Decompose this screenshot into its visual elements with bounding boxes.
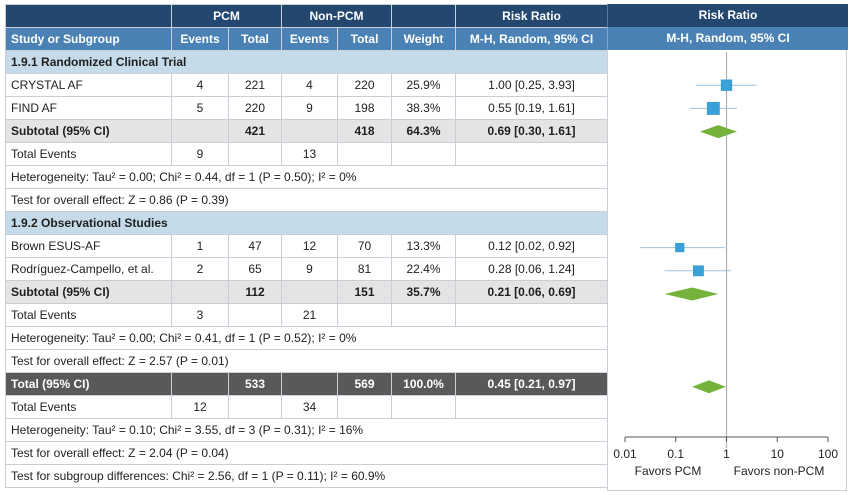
events-pcm: 5 [172, 97, 229, 120]
events-nonpcm: 9 [282, 258, 338, 281]
events-pcm: 4 [172, 74, 229, 97]
subtotal-label: Subtotal (95% CI) [6, 120, 172, 143]
events-pcm: 1 [172, 235, 229, 258]
col-total-nonpcm: Total [338, 28, 392, 51]
col-weight: Weight [392, 28, 456, 51]
heterogeneity-text: Heterogeneity: Tau² = 0.00; Chi² = 0.44, df = 1 (P = 0.50); I² = 0% [6, 166, 608, 189]
total-events-label: Total Events [6, 143, 172, 166]
total-nonpcm: 198 [338, 97, 392, 120]
weight: 22.4% [392, 258, 456, 281]
total-label: Total (95% CI) [6, 373, 172, 396]
total-pcm: 221 [229, 74, 282, 97]
total-events-nonpcm: 21 [282, 304, 338, 327]
x-tick-label: 0.1 [667, 447, 685, 461]
total-events-pcm: 3 [172, 304, 229, 327]
favors-left-label: Favors PCM [634, 464, 702, 478]
subtotal-total-pcm: 421 [229, 120, 282, 143]
subtotal-total-nonpcm: 151 [338, 281, 392, 304]
study-name: Rodríguez-Campello, et al. [6, 258, 172, 281]
study-name: Brown ESUS-AF [6, 235, 172, 258]
summary-diamond [664, 288, 718, 301]
weight: 13.3% [392, 235, 456, 258]
weight: 25.9% [392, 74, 456, 97]
x-tick-label: 1 [723, 447, 730, 461]
header-group-pcm: PCM [172, 5, 282, 28]
events-nonpcm: 9 [282, 97, 338, 120]
risk-ratio-ci: 1.00 [0.25, 3.93] [456, 74, 608, 97]
events-pcm: 2 [172, 258, 229, 281]
total-events-label: Total Events [6, 304, 172, 327]
study-marker [721, 80, 732, 91]
col-method: M-H, Random, 95% CI [456, 28, 608, 51]
col-events-pcm: Events [172, 28, 229, 51]
group-title: 1.9.2 Observational Studies [6, 212, 608, 235]
subtotal-ci: 0.21 [0.06, 0.69] [456, 281, 608, 304]
total-weight: 100.0% [392, 373, 456, 396]
total-nonpcm: 81 [338, 258, 392, 281]
header-group-nonpcm: Non-PCM [282, 5, 392, 28]
x-tick-label: 0.01 [613, 447, 637, 461]
total-events-nonpcm: 13 [282, 143, 338, 166]
total-pcm: 65 [229, 258, 282, 281]
total-pcm: 220 [229, 97, 282, 120]
x-tick-label: 10 [770, 447, 784, 461]
total-events-label: Total Events [6, 396, 172, 419]
study-marker [675, 243, 684, 252]
total-pcm: 47 [229, 235, 282, 258]
plot-header-title: Risk Ratio [607, 4, 848, 27]
heterogeneity-text: Heterogeneity: Tau² = 0.10; Chi² = 3.55, df = 3 (P = 0.31); I² = 16% [6, 419, 608, 442]
col-study: Study or Subgroup [6, 28, 172, 51]
heterogeneity-text: Heterogeneity: Tau² = 0.00; Chi² = 0.41, df = 1 (P = 0.52); I² = 0% [6, 327, 608, 350]
subtotal-total-nonpcm: 418 [338, 120, 392, 143]
study-marker [707, 102, 720, 115]
overall-effect-text: Test for overall effect: Z = 2.57 (P = 0.01) [6, 350, 608, 373]
risk-ratio-ci: 0.28 [0.06, 1.24] [456, 258, 608, 281]
favors-right-label: Favors non-PCM [733, 464, 825, 478]
total-events-pcm: 12 [172, 396, 229, 419]
subtotal-ci: 0.69 [0.30, 1.61] [456, 120, 608, 143]
risk-ratio-ci: 0.12 [0.02, 0.92] [456, 235, 608, 258]
header-risk-ratio: Risk Ratio [456, 5, 608, 28]
total-ci: 0.45 [0.21, 0.97] [456, 373, 608, 396]
total-nonpcm: 70 [338, 235, 392, 258]
weight: 38.3% [392, 97, 456, 120]
col-total-pcm: Total [229, 28, 282, 51]
subgroup-diff-text: Test for subgroup differences: Chi² = 2.56, df = 1 (P = 0.11); I² = 60.9% [6, 465, 608, 488]
events-nonpcm: 12 [282, 235, 338, 258]
subtotal-total-pcm: 112 [229, 281, 282, 304]
total-events-pcm: 9 [172, 143, 229, 166]
events-nonpcm: 4 [282, 74, 338, 97]
subtotal-label: Subtotal (95% CI) [6, 281, 172, 304]
subtotal-weight: 35.7% [392, 281, 456, 304]
overall-effect-text: Test for overall effect: Z = 0.86 (P = 0.39) [6, 189, 608, 212]
study-name: FIND AF [6, 97, 172, 120]
group-title: 1.9.1 Randomized Clinical Trial [6, 51, 608, 74]
overall-effect-text: Test for overall effect: Z = 2.04 (P = 0.04) [6, 442, 608, 465]
subtotal-weight: 64.3% [392, 120, 456, 143]
study-marker [693, 265, 704, 276]
total-total-pcm: 533 [229, 373, 282, 396]
summary-diamond [700, 125, 737, 138]
plot-header-method: M-H, Random, 95% CI [607, 27, 848, 50]
study-name: CRYSTAL AF [6, 74, 172, 97]
risk-ratio-ci: 0.55 [0.19, 1.61] [456, 97, 608, 120]
total-total-nonpcm: 569 [338, 373, 392, 396]
total-events-nonpcm: 34 [282, 396, 338, 419]
x-tick-label: 100 [817, 447, 839, 461]
summary-diamond [692, 380, 726, 393]
total-nonpcm: 220 [338, 74, 392, 97]
col-events-nonpcm: Events [282, 28, 338, 51]
